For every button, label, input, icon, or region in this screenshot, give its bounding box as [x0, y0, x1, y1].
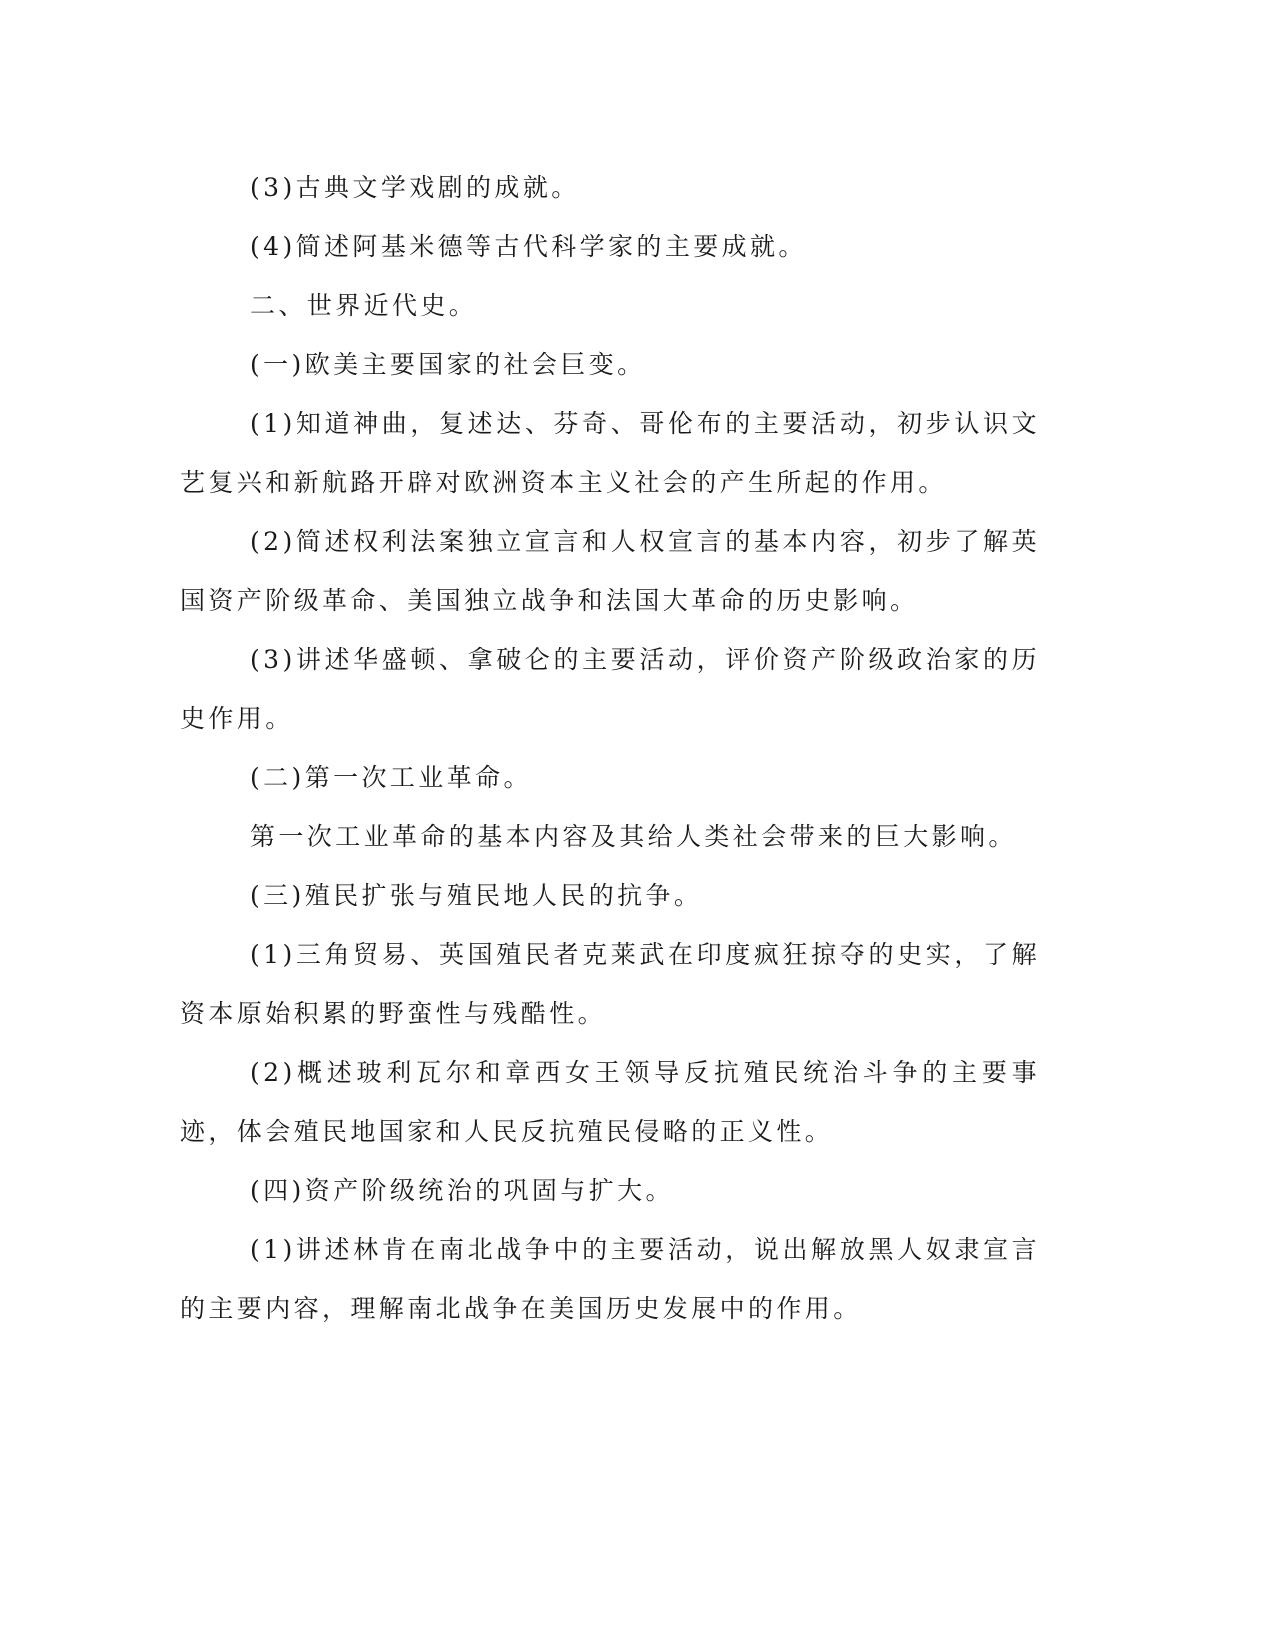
subsection-heading-3: (三)殖民扩张与殖民地人民的抗争。	[250, 881, 703, 910]
paragraph-7: (3)讲述华盛顿、拿破仑的主要活动，评价资产阶级政治家的历史作用。	[180, 645, 1040, 733]
paragraph-11: (1)三角贸易、英国殖民者克莱武在印度疯狂掠夺的史实，了解资本原始积累的野蛮性与残酷性。	[180, 940, 1040, 1028]
section-heading: 二、世界近代史。	[250, 291, 478, 320]
paragraph-2: (4)简述阿基米德等古代科学家的主要成就。	[250, 232, 807, 261]
paragraph-6: (2)简述权利法案独立宣言和人权宣言的基本内容，初步了解英国资产阶级革命、美国独立战争和法国大革命的历史影响。	[180, 527, 1040, 615]
subsection-heading-4: (四)资产阶级统治的巩固与扩大。	[250, 1176, 674, 1205]
subsection-heading-2: (二)第一次工业革命。	[250, 763, 532, 792]
subsection-heading-1: (一)欧美主要国家的社会巨变。	[250, 350, 646, 379]
paragraph-12: (2)概述玻利瓦尔和章西女王领导反抗殖民统治斗争的主要事迹，体会殖民地国家和人民反抗殖民侵略的正义性。	[180, 1058, 1040, 1146]
paragraph-1: (3)古典文学戏剧的成就。	[250, 173, 580, 202]
paragraph-14: (1)讲述林肯在南北战争中的主要活动，说出解放黑人奴隶宣言的主要内容，理解南北战争在美国历史发展中的作用。	[180, 1235, 1040, 1323]
document-page	[180, 158, 1040, 1338]
paragraph-5: (1)知道神曲，复述达、芬奇、哥伦布的主要活动，初步认识文艺复兴和新航路开辟对欧洲资本主义社会的产生所起的作用。	[180, 409, 1040, 497]
paragraph-9: 第一次工业革命的基本内容及其给人类社会带来的巨大影响。	[250, 822, 1017, 851]
